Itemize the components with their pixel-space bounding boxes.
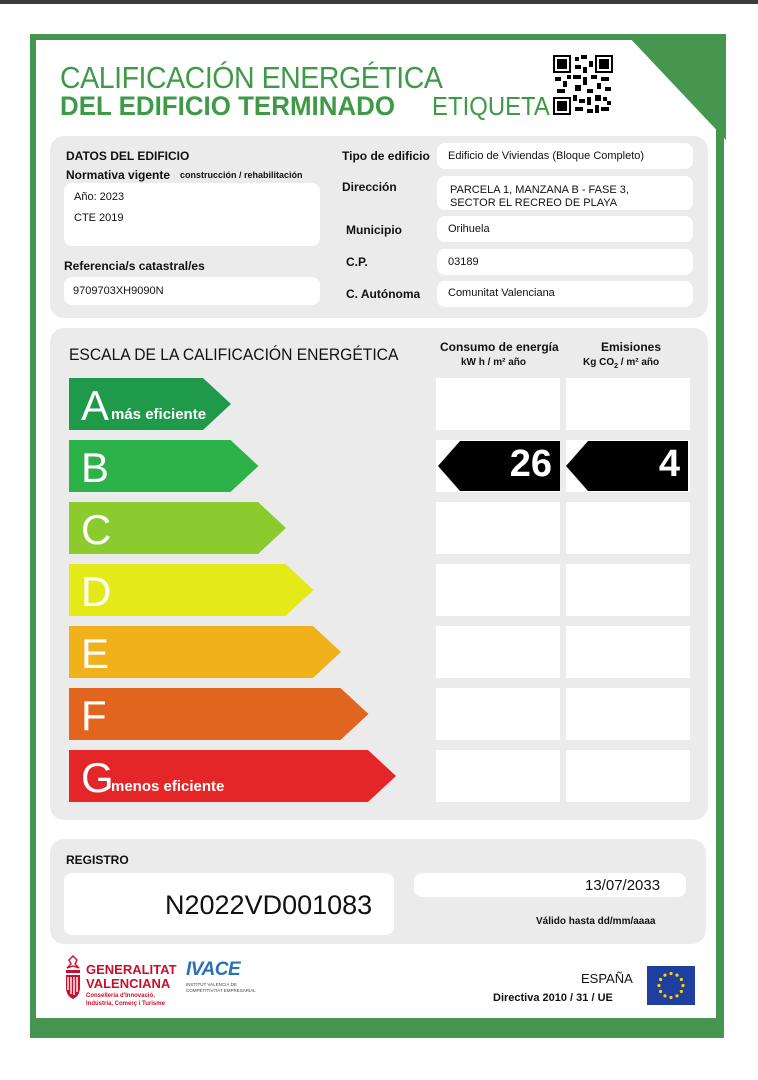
emissions-cell-c [566,502,690,554]
rating-arrow-d [69,564,314,616]
consumption-cell-d [436,564,560,616]
rating-note: menos eficiente [111,778,225,795]
emissions-indicator [566,441,688,491]
eu-star [669,972,672,975]
consumption-indicator [438,441,560,491]
generalitat-sub-2: Indústria, Comerç i Turisme [86,1001,165,1007]
normativa-year: Año: 2023 [74,191,125,203]
title-line-1: CALIFICACIÓN ENERGÉTICA [60,60,443,95]
rating-note: más eficiente [111,406,207,423]
eu-star [675,974,678,977]
rating-letter: A [81,382,110,429]
generalitat-sub-1: Conselleria d'Innovació, [86,993,155,999]
rating-arrow-g [69,750,396,802]
cadastral-label: Referencia/s catastral/es [64,259,205,273]
rating-arrow-e [69,626,341,678]
consumption-cell-e [436,626,560,678]
field-value-cp: 03189 [448,256,479,268]
scale-title: ESCALA DE LA CALIFICACIÓN ENERGÉTICA [69,345,399,364]
normativa-label: Normativa vigente [66,168,171,182]
rating-letter: G [81,754,114,801]
corner-fold [626,34,726,140]
field-label-direccion: Dirección [342,180,397,194]
valid-date: 13/07/2033 [585,877,661,894]
consumption-cell-a [436,378,560,430]
emissions-cell-f [566,688,690,740]
emissions-column-unit: Kg $CO_2 / m^2$ año [583,357,660,370]
building-section-title: DATOS DEL EDIFICIO [66,149,190,163]
eu-star [680,978,683,981]
field-label-cp: C.P. [346,255,368,269]
consumption-column-title: Consumo de energía [440,340,559,354]
valid-date-label: Válido hasta dd/mm/aaaa [536,916,656,927]
consumption-indicator-value: 26 [509,443,552,485]
registro-number: N2022VD001083 [165,890,373,920]
field-label-municipio: Municipio [346,223,402,237]
field-label-tipo: Tipo de edificio [342,149,430,163]
consumption-cell-c [436,502,560,554]
rating-letter: D [81,568,112,615]
consumption-cell-f [436,688,560,740]
rating-arrow-fill [69,688,369,740]
rating-arrow-a [69,378,231,430]
qr-code-icon [553,55,613,115]
generalitat-line-1: GENERALITAT [86,962,177,977]
eu-flag-icon [647,966,695,1005]
emissions-indicator-value: 4 [658,443,680,485]
rating-arrow-shape [69,626,341,678]
title-line-2: DEL EDIFICIO TERMINADO [60,91,396,121]
title-suffix: ETIQUETA [432,91,550,121]
field-value-tipo: Edificio de Viviendas (Bloque Completo) [448,150,645,162]
eu-star [669,996,672,999]
field-value-direccion-2: SECTOR EL RECREO DE PLAYA [450,197,618,209]
ivace-sub-2: COMPETITIVITAT EMPRESARIAL [186,988,256,993]
rating-letter: C [81,506,112,553]
field-label-autonoma: C. Autónoma [346,287,421,301]
rating-arrow-shape [69,688,369,740]
consumption-column-unit: kW h / m² año [461,357,526,368]
cadastral-value: 9709703XH9090N [73,285,164,297]
ivace-sub-1: INSTITUT VALENCIÀ DE [186,982,237,987]
eu-star [681,984,684,987]
field-value-autonoma: Comunitat Valenciana [448,287,555,299]
emissions-column-title: Emisiones [601,340,662,354]
eu-star [659,990,662,993]
emissions-cell-g [566,750,690,802]
window-top-bar [0,0,758,4]
eu-star [663,994,666,997]
emissions-cell-a [566,378,690,430]
rating-letter: E [81,630,110,677]
rating-arrow-f [69,688,369,740]
eu-star [680,990,683,993]
generalitat-emblem-icon [63,954,83,1000]
country-label: ESPAÑA [581,971,633,986]
emissions-cell-d [566,564,690,616]
rating-arrow-b [69,440,259,492]
field-value-direccion-1: PARCELA 1, MANZANA B - FASE 3, [450,184,629,196]
rating-arrow-fill [69,626,341,678]
rating-letter: F [81,692,107,739]
ivace-logo: IVACE [186,959,241,980]
eu-star [657,984,660,987]
eu-star [659,978,662,981]
eu-star [663,974,666,977]
generalitat-line-2: VALENCIANA [86,976,171,991]
directive-label: Directiva 2010 / 31 / UE [493,992,613,1004]
rating-arrow-c [69,502,286,554]
field-value-municipio: Orihuela [448,223,490,235]
rating-letter: B [81,444,110,491]
consumption-cell-g [436,750,560,802]
normativa-code: CTE 2019 [74,212,124,224]
eu-star [675,994,678,997]
emissions-cell-e [566,626,690,678]
normativa-sublabel: construcción / rehabilitación [180,170,303,180]
registro-label: REGISTRO [66,853,129,867]
